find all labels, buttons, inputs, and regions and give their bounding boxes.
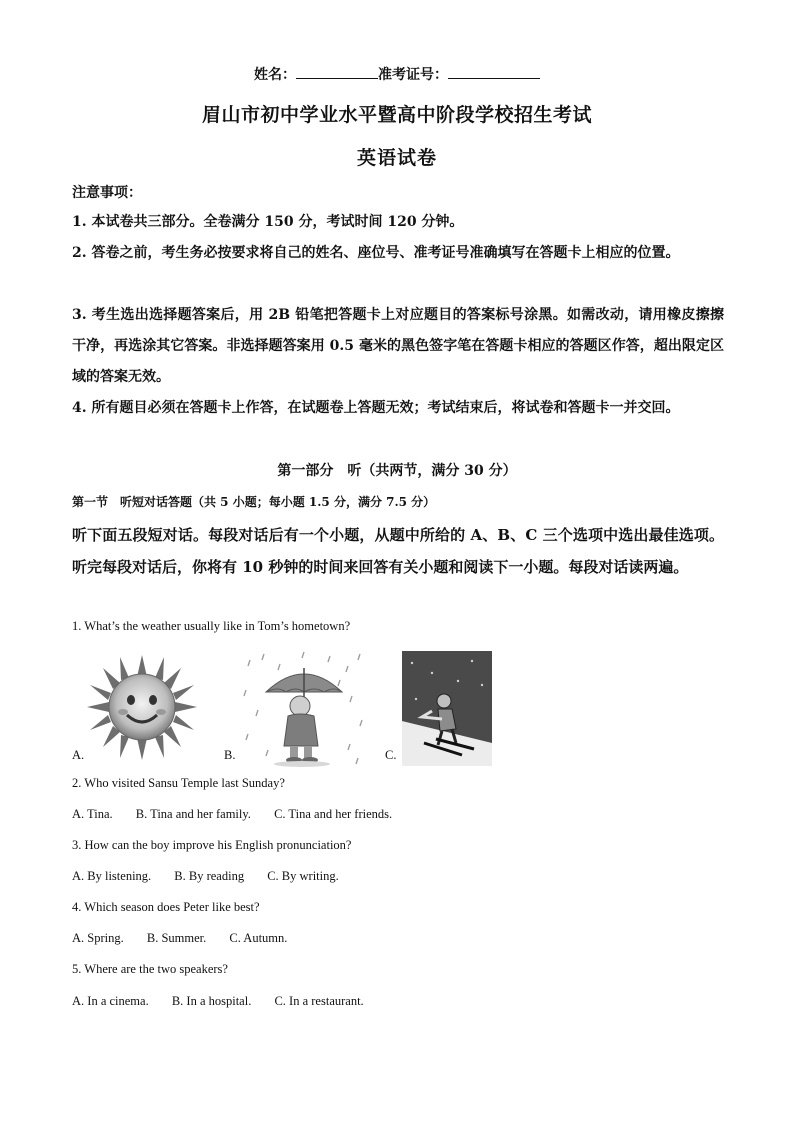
- question-1-option-c: C.: [385, 748, 397, 762]
- notice-item-3: 3. 考生选出选择题答案后，用 2B 铅笔把答题卡上对应题目的答案标号涂黑。如需改动，请用橡皮擦擦干净，再选涂其它答案。非选择题答案用 0.5 毫米的黑色签字笔在答题卡相应的答题区作答，超出限定区域的答案无效。: [72, 307, 724, 385]
- question-5-stem: 5. Where are the two speakers?: [72, 962, 228, 976]
- question-1-option-b: B.: [224, 748, 236, 762]
- question-1-stem: 1. What’s the weather usually like in Tom’s hometown?: [72, 619, 351, 633]
- rain-umbrella-icon: [240, 650, 368, 768]
- exam-subject: 英语试卷: [356, 147, 437, 169]
- exam-id-blank: [448, 64, 540, 79]
- option-b: B. Summer.: [146, 931, 207, 945]
- question-2-stem: 2. Who visited Sansu Temple last Sunday?: [72, 776, 285, 790]
- option-a: A. Tina.: [72, 807, 113, 821]
- name-label: 姓名：: [254, 67, 296, 83]
- question-4-options: [72, 931, 307, 946]
- sun-icon: [87, 655, 197, 760]
- question-4-stem: 4. Which season does Peter like best?: [72, 900, 260, 914]
- notice-item-4: 4. 所有题目必须在答题卡上作答，在试题卷上答题无效；考试结束后，将试卷和答题卡一并交回。: [72, 400, 680, 416]
- exam-title: 眉山市初中学业水平暨高中阶段学校招生考试: [201, 104, 592, 126]
- name-blank: [296, 64, 378, 79]
- candidate-info-line: [0, 64, 794, 84]
- question-1-option-a: A.: [72, 748, 85, 762]
- option-c: C. Autumn.: [229, 931, 288, 945]
- option-c: C. By writing.: [267, 869, 339, 883]
- option-c: C. Tina and her friends.: [274, 807, 393, 821]
- option-b: B. Tina and her family.: [135, 807, 251, 821]
- option-b: B. In a hospital.: [171, 994, 252, 1008]
- question-2-options: [72, 807, 412, 822]
- snow-skier-icon: [402, 651, 492, 766]
- question-3-options: [72, 869, 359, 884]
- notice-heading: 注意事项：: [72, 185, 142, 201]
- option-a: A. By listening.: [72, 869, 152, 883]
- section-instructions: 听下面五段短对话。每段对话后有一个小题，从题中所给的 A、B、C 三个选项中选出最佳选项。听完每段对话后，你将有 10 秒钟的时间来回答有关小题和阅读下一小题。每段对话读两遍。: [72, 526, 724, 576]
- notice-item-1: 1. 本试卷共三部分。全卷满分 150 分，考试时间 120 分钟。: [72, 214, 464, 230]
- part-title: 第一部分 听（共两节，满分 30 分）: [277, 463, 517, 479]
- option-a: A. In a cinema.: [72, 994, 149, 1008]
- notice-item-2: 2. 答卷之前，考生务必按要求将自己的姓名、座位号、准考证号准确填写在答题卡上相应的位置。: [72, 245, 680, 261]
- option-b: B. By reading: [174, 869, 245, 883]
- question-5-options: [72, 994, 384, 1009]
- question-3-stem: 3. How can the boy improve his English pronunciation?: [72, 838, 352, 852]
- section-title: 第一节 听短对话答题（共 5 小题；每小题 1.5 分，满分 7.5 分）: [72, 495, 436, 509]
- option-c: C. In a restaurant.: [274, 994, 364, 1008]
- option-a: A. Spring.: [72, 931, 124, 945]
- exam-id-label: 准考证号：: [378, 67, 448, 83]
